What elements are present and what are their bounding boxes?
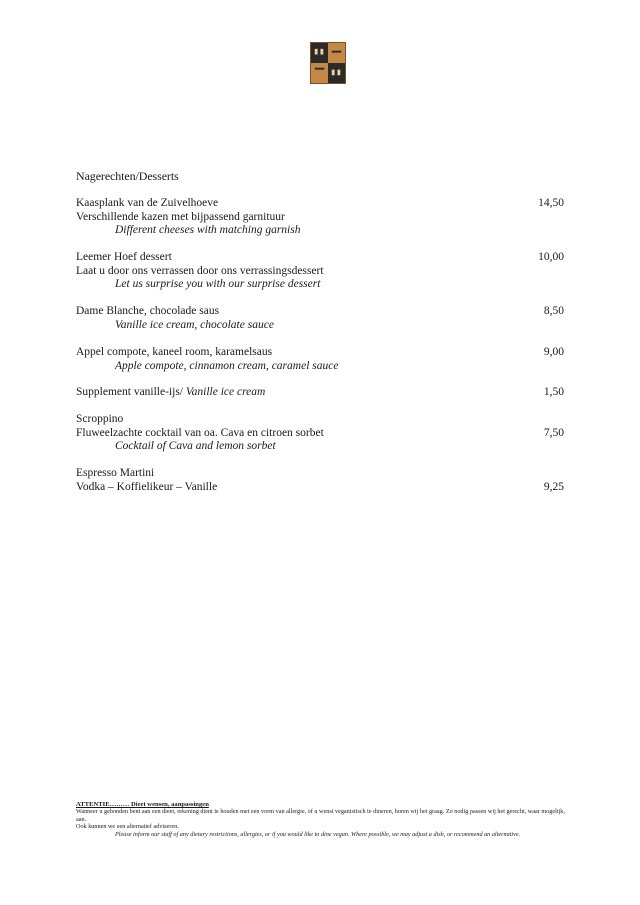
dish-price: 7,50 bbox=[543, 426, 564, 439]
menu-item bbox=[76, 305, 564, 332]
dish-description: Fluweelzachte cocktail van oa. Cava en citroen sorbet bbox=[76, 426, 324, 439]
dish-name: Supplement vanille-ijs/ bbox=[76, 386, 183, 398]
menu-item bbox=[76, 413, 564, 454]
dish-price: 9,25 bbox=[543, 480, 564, 493]
dish-description: Verschillende kazen met bijpassend garnituur bbox=[76, 210, 285, 223]
dish-name: Scroppino bbox=[76, 413, 124, 425]
notice-text: Wanneer u gebonden bent aan een dieet, rekening dient te houden met een vorm van allergie, of u wenst veganistisch te dineren, horen wij het graag. Zo nodig passen wij het gerecht, waar mogelijk, aan. bbox=[76, 808, 565, 823]
menu-item bbox=[76, 251, 564, 292]
dish-english: Cocktail of Cava and lemon sorbet bbox=[115, 440, 276, 452]
dish-name: Kaasplank van de Zuivelhoeve bbox=[76, 197, 219, 209]
page-title: Nagerechten/Desserts bbox=[76, 169, 179, 183]
menu-item bbox=[76, 467, 564, 494]
dish-english: Vanille ice cream, chocolate sauce bbox=[115, 318, 274, 331]
menu-item bbox=[76, 386, 564, 400]
dish-name: Dame Blanche, chocolade saus bbox=[76, 305, 220, 317]
dish-name: Espresso Martini bbox=[76, 467, 155, 479]
notice-text-alt: Ook kunnen we een alternatief adviseren. bbox=[76, 823, 179, 831]
dish-price: 9,00 bbox=[543, 346, 564, 358]
dish-name: Appel compote, kaneel room, karamelsaus bbox=[76, 346, 273, 358]
dish-description: Laat u door ons verrassen door ons verrassingsdessert bbox=[76, 264, 324, 277]
notice-title: ATTENTIE……… Dieet wensen, aanpassingen bbox=[76, 801, 209, 808]
dish-english: Vanille ice cream bbox=[185, 386, 266, 398]
dish-price: 10,00 bbox=[538, 251, 564, 263]
dietary-notice bbox=[76, 801, 566, 838]
menu-item bbox=[76, 197, 564, 238]
dish-english: Let us surprise you with our surprise dessert bbox=[115, 278, 321, 290]
dish-english: Apple compote, cinnamon cream, caramel sauce bbox=[115, 359, 339, 372]
dish-name: Leemer Hoef dessert bbox=[76, 251, 172, 263]
dish-price: 1,50 bbox=[543, 386, 564, 398]
dish-price: 8,50 bbox=[543, 305, 564, 317]
notice-english: Please inform our staff of any dietary restrictions, allergies, or if you would like to dine vegan. Where possible, we may adjust a dish, or recommend an alternative. bbox=[115, 830, 521, 838]
coat-of-arms-logo bbox=[310, 42, 346, 84]
dish-price: 14,50 bbox=[538, 197, 564, 209]
dish-english: Different cheeses with matching garnish bbox=[115, 224, 301, 236]
menu-item bbox=[76, 346, 564, 373]
dish-description: Vodka – Koffielikeur – Vanille bbox=[76, 480, 218, 493]
lion-emblem-icon bbox=[311, 43, 345, 83]
